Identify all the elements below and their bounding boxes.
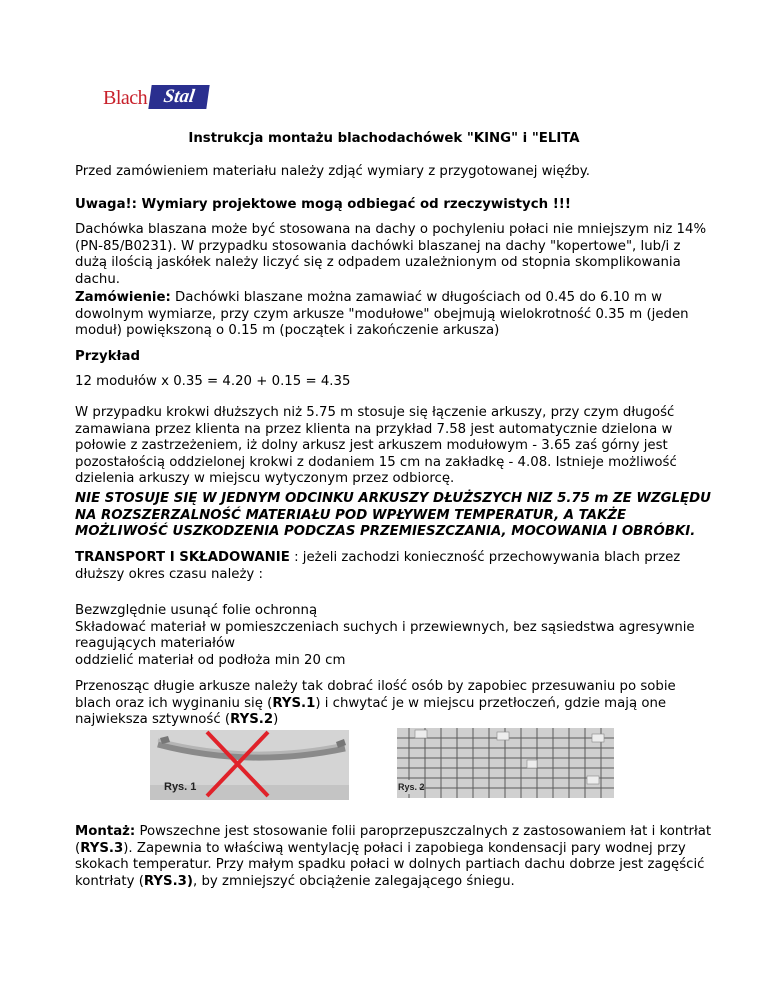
figure-ref-rys2: RYS.2	[230, 712, 274, 727]
montaz-paragraph	[75, 824, 715, 890]
figure-rys2	[397, 728, 614, 798]
example-heading: Przykład	[75, 349, 140, 364]
figure-rys2-label: Rys. 2	[398, 782, 425, 792]
order-paragraph	[75, 290, 715, 340]
storage-item: Bezwzględnie usunąć folie ochronną	[75, 603, 318, 618]
montaz-text-3: , by zmniejszyć obciążenie zalegającego śniegu.	[193, 873, 515, 889]
carry-text-2: ) i chwytać je w miejscu przetłoczeń, gdzie mają one najwieksza sztywność (	[75, 695, 667, 727]
figure-ref-rys3-second: RYS.3)	[143, 873, 194, 889]
order-text: Dachówki blaszane można zamawiać w długościach od 0.45 do 6.10 m w dowolnym wymiarze, przy czym arkusze "modułowe" obejmują wielokrotność 0.35 m (jeden moduł) powiększoną o 0.15 m (początek i zakończenie arkusza)	[75, 290, 689, 338]
transport-label: TRANSPORT I SKŁADOWANIE	[75, 550, 290, 565]
logo-text-blach: Blach	[103, 87, 148, 109]
long-rafters-paragraph: W przypadku krokwi dłuższych niż 5.75 m stosuje się łączenie arkuszy, przy czym długość zamawiana przez klienta na przez klienta na przykład 7.58 jest automatycznie dzielona w połowie z zastrzeżeniem, iż dolny arkusz jest arkuszem modułowym - 3.65 zaś górny jest pozostałością oddzielonej krokwi z dodaniem 15 cm na zakładkę - 4.08. Istnieje możliwość dzielenia arkuszy w miejscu wytyczonym przez odbiorcę.	[75, 405, 677, 486]
storage-list	[75, 603, 715, 669]
storage-item: oddzielić materiał od podłoża min 20 cm	[75, 652, 346, 668]
transport-text: : jeżeli zachodzi konieczność przechowywania blach przez dłuższy okres czasu należy :	[75, 550, 681, 582]
montaz-label: Montaż:	[75, 824, 136, 839]
slope-paragraph: Dachówka blaszana może być stosowana na dachy o pochyleniu połaci nie mniejszym niz 14% (PN-85/B0231). W przypadku stosowania dachówki blaszanej na dachy "kopertowe", lub/i z dużą ilością jaskółek należy liczyć się z odpadem uzależnionym od stopnia skomplikowania dachu.	[75, 222, 707, 287]
intro-paragraph: Przed zamówieniem materiału należy zdjąć wymiary z przygotowanej więźby.	[75, 164, 591, 179]
company-logo	[103, 85, 208, 110]
order-label: Zamówienie:	[75, 290, 171, 305]
carry-text-3: )	[273, 712, 279, 727]
logo-text-stal: Stal	[148, 85, 209, 109]
carry-text-1: Przenosząc długie arkusze należy tak dobrać ilość osób by zapobiec przesuwaniu po sobie blach oraz ich wyginaniu się (	[75, 679, 676, 711]
figure-ref-rys1: RYS.1	[272, 695, 316, 711]
figure-rys2-image	[397, 728, 614, 798]
storage-item: Składować materiał w pomieszczeniach suchych i przewiewnych, bez sąsiedstwa agresywnie reagujących materiałów	[75, 619, 695, 651]
caution-paragraph: NIE STOSUJE SIĘ W JEDNYM ODCINKU ARKUSZY DŁUŻSZYCH NIZ 5.75 m ZE WZGLĘDU NA ROZSZERZALNOŚĆ MATERIAŁU POD WPŁYWEM TEMPERATUR, A TAKŻE MOŻLIWOŚĆ USZKODZENIA PODCZAS PRZEMIESZCZANIA, MOCOWANIA I OBRÓBKI.	[75, 491, 711, 539]
montaz-text-1: Powszechne jest stosowanie folii paroprzepuszczalnych z zastosowaniem łat i kontrłat (	[75, 824, 712, 856]
figure-rys1-image	[150, 730, 349, 800]
figure-rys1-label: Rys. 1	[164, 781, 197, 793]
figure-rys1	[150, 730, 349, 800]
carrying-paragraph	[75, 679, 715, 729]
figure-ref-rys3: RYS.3	[80, 840, 124, 856]
document-title: Instrukcja montażu blachodachówek "KING" i "ELITA	[188, 131, 580, 146]
example-calculation: 12 modułów x 0.35 = 4.20 + 0.15 = 4.35	[75, 374, 351, 389]
montaz-text-2: ). Zapewnia to właściwą wentylację połaci i zapobiega kondensacji pary wodnej przy skokach temperatur. Przy małym spadku połaci w dolnych partiach dachu dobrze jest zagęścić kontrłaty (	[75, 840, 705, 889]
warning-paragraph: Uwaga!: Wymiary projektowe mogą odbiegać od rzeczywistych !!!	[75, 197, 571, 212]
transport-paragraph	[75, 550, 715, 583]
